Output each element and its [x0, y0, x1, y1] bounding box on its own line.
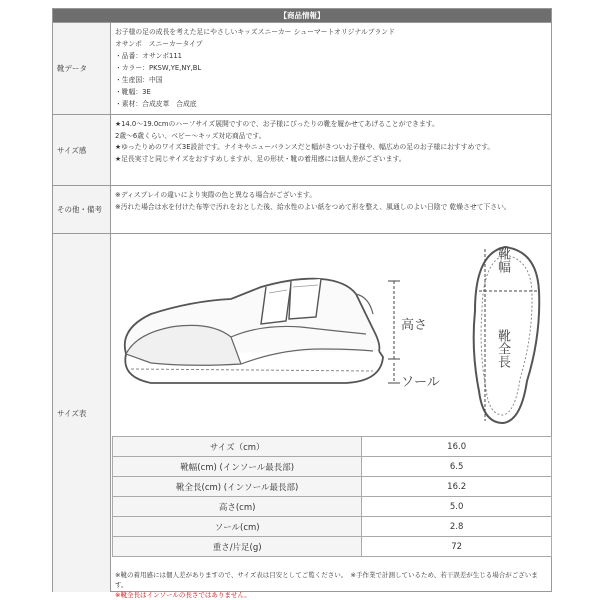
height-label: 高さ	[401, 318, 428, 333]
size-notes	[115, 570, 549, 600]
table-row	[113, 437, 552, 457]
size-chart-label: サイズ表	[53, 234, 111, 592]
product-info-table	[52, 8, 552, 599]
length-value: 16.2	[362, 477, 552, 497]
size-key: サイズ（cm）	[113, 437, 362, 457]
height-key: 高さ(cm)	[113, 497, 362, 517]
table-header: 【商品情報】	[53, 9, 551, 22]
sole-label: ソール	[401, 375, 440, 390]
shoe-data-line: お子様の足の成長を考えた足にやさしいキッズスニーカー シューマートオリジナルブランド	[115, 28, 395, 36]
note-general: ※靴の着用感には個人差がありますので、サイズ表は目安としてご覧ください。 ※手作業で計測しているため、若干誤差が生じる場合がございます。	[115, 571, 538, 589]
other-label: その他・備考	[53, 186, 111, 233]
shoe-data-line: ・カラー：PKSW,YE,NY,BL	[115, 64, 202, 72]
size-feel-label: サイズ感	[53, 115, 111, 185]
height-value: 5.0	[362, 497, 552, 517]
weight-key: 重さ/片足(g)	[113, 537, 362, 557]
width-key: 靴幅(cm) (インソール最長部)	[113, 457, 362, 477]
shoe-data-value	[111, 23, 551, 114]
weight-value: 72	[362, 537, 552, 557]
other-row	[53, 185, 551, 233]
size-feel-value	[111, 115, 551, 185]
length-key: 靴全長(cm) (インソール最長部)	[113, 477, 362, 497]
shoe-data-line: ・生産国：中国	[115, 76, 163, 84]
shoe-data-line: ・品番：オサンポ111	[115, 52, 183, 60]
table-row	[113, 497, 552, 517]
length-label: 靴全長	[495, 329, 510, 368]
table-row	[113, 457, 552, 477]
size-feel-line: ★足長実寸と同じサイズをおすすめしますが、足の形状・靴の着用感には個人差がございます。	[115, 154, 406, 163]
size-feel-line: ★ゆったりめのワイズ3E設計です。ナイキやニューバランスだと幅がきついお子様や、幅広めの足のお子様におすすめです。	[115, 143, 495, 151]
shoe-data-line: オサンポ スニーカータイプ	[115, 40, 203, 48]
size-value: 16.0	[362, 437, 552, 457]
other-value	[111, 186, 551, 233]
other-line: ※汚れた場合は水を付けた布等で汚れをおとした後、給水性のよい紙をつめて形を整え、風通しのよい日陰で 乾燥させて下さい。	[115, 202, 511, 211]
table-row	[113, 477, 552, 497]
sole-value: 2.8	[362, 517, 552, 537]
size-table	[112, 436, 552, 557]
shoe-data-line: ・素材：合成皮革 合成底	[115, 100, 197, 108]
shoe-data-row	[53, 22, 551, 114]
size-feel-line: 2歳～6歳くらい、ベビー～キッズ対応商品です。	[115, 131, 266, 140]
width-label: 靴幅	[495, 247, 510, 273]
width-value: 6.5	[362, 457, 552, 477]
shoe-data-label: 靴データ	[53, 23, 111, 114]
size-feel-row	[53, 114, 551, 185]
table-row	[113, 537, 552, 557]
table-row	[113, 517, 552, 537]
shoe-data-line: ・靴幅：3E	[115, 88, 151, 96]
sole-key: ソール(cm)	[113, 517, 362, 537]
other-line: ※ディスプレイの違いにより実際の色と異なる場合がございます。	[115, 191, 317, 199]
size-feel-line: ★14.0～19.0cmのハーフサイズ展開ですので、お子様にぴったりの靴を履かせてあげることができます。	[115, 120, 439, 128]
shoe-side-diagram	[111, 259, 401, 399]
note-length: ※靴全長はインソールの長さではありません。	[115, 591, 251, 599]
